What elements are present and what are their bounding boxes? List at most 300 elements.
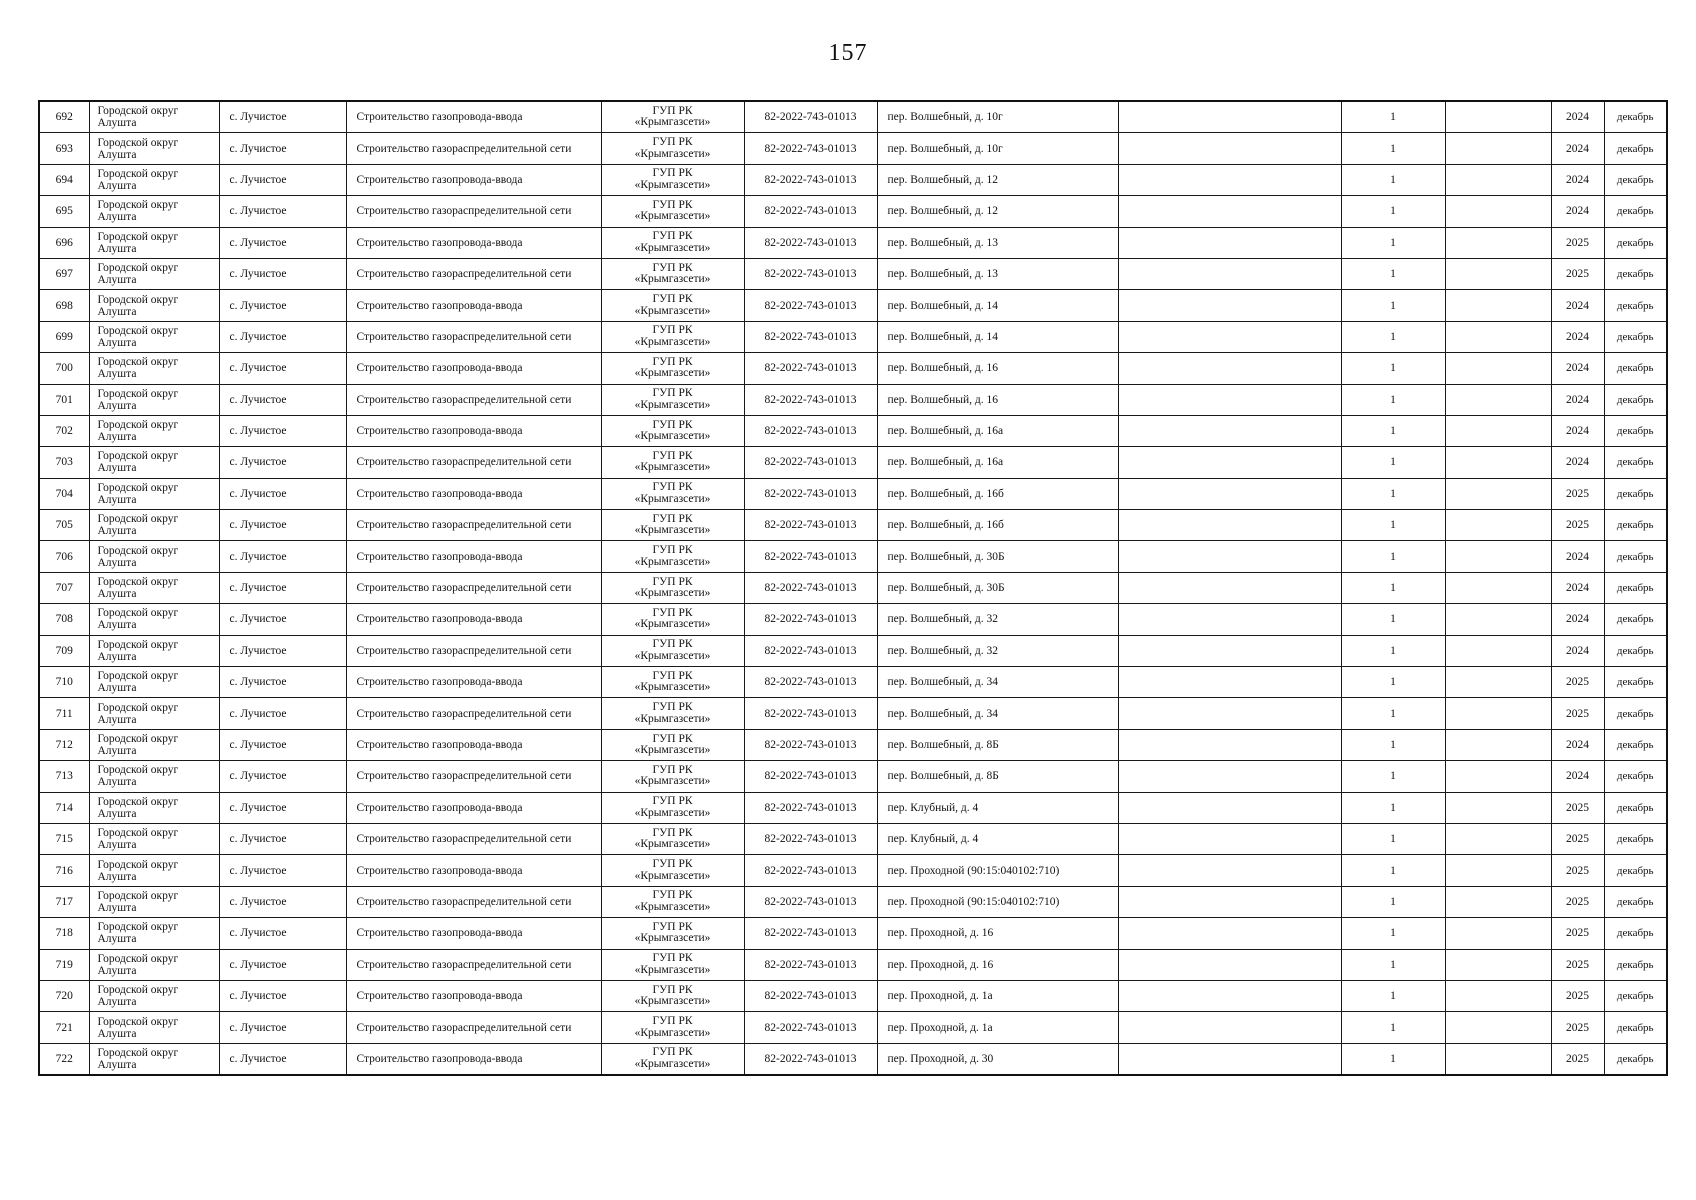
address-cell: пер. Волшебный, д. 30Б (877, 541, 1118, 572)
empty-cell-1 (1118, 572, 1341, 603)
month-cell: декабрь (1604, 196, 1667, 227)
settlement-cell: с. Лучистое (219, 321, 346, 352)
organization-cell (601, 353, 744, 384)
empty-cell-1 (1118, 667, 1341, 698)
organization-line-2: «Крымгазсети» (634, 744, 711, 756)
organization-cell (601, 949, 744, 980)
settlement-cell: с. Лучистое (219, 510, 346, 541)
month-cell: декабрь (1604, 698, 1667, 729)
table-body (39, 101, 1667, 1075)
program-code-cell: 82-2022-743-01013 (744, 1043, 877, 1075)
empty-cell-1 (1118, 604, 1341, 635)
year-cell: 2024 (1551, 164, 1604, 195)
work-type-cell: Строительство газопровода-ввода (346, 478, 601, 509)
organization-cell (601, 510, 744, 541)
row-number-cell: 717 (39, 886, 89, 917)
empty-cell-2 (1445, 101, 1551, 133)
organization-cell (601, 258, 744, 289)
quantity-cell: 1 (1341, 729, 1445, 760)
address-cell: пер. Волшебный, д. 32 (877, 635, 1118, 666)
work-type-cell: Строительство газораспределительной сети (346, 698, 601, 729)
address-cell: пер. Проходной (90:15:040102:710) (877, 855, 1118, 886)
empty-cell-2 (1445, 447, 1551, 478)
row-number-cell: 719 (39, 949, 89, 980)
district-cell: Городской округ Алушта (89, 1012, 219, 1043)
organization-line-1: ГУП РК (652, 198, 693, 211)
row-number-cell: 698 (39, 290, 89, 321)
month-cell: декабрь (1604, 761, 1667, 792)
table-row (39, 886, 1667, 917)
empty-cell-1 (1118, 447, 1341, 478)
table-row (39, 667, 1667, 698)
quantity-cell: 1 (1341, 133, 1445, 164)
empty-cell-2 (1445, 886, 1551, 917)
quantity-cell: 1 (1341, 698, 1445, 729)
organization-line-2: «Крымгазсети» (634, 273, 711, 286)
organization-line-2: «Крымгазсети» (634, 587, 711, 600)
organization-line-2: «Крымгазсети» (634, 775, 711, 788)
empty-cell-2 (1445, 667, 1551, 698)
program-code-cell: 82-2022-743-01013 (744, 478, 877, 509)
row-number-cell: 697 (39, 258, 89, 289)
address-cell: пер. Клубный, д. 4 (877, 823, 1118, 854)
address-cell: пер. Волшебный, д. 13 (877, 227, 1118, 258)
settlement-cell: с. Лучистое (219, 1043, 346, 1075)
month-cell: декабрь (1604, 980, 1667, 1011)
organization-cell (601, 321, 744, 352)
quantity-cell: 1 (1341, 761, 1445, 792)
row-number-cell: 720 (39, 980, 89, 1011)
work-type-cell: Строительство газораспределительной сети (346, 196, 601, 227)
organization-line-1: ГУП РК (652, 889, 693, 902)
quantity-cell: 1 (1341, 447, 1445, 478)
organization-line-1: ГУП РК (652, 795, 693, 808)
month-cell: декабрь (1604, 1043, 1667, 1075)
district-cell: Городской округ Алушта (89, 918, 219, 949)
empty-cell-2 (1445, 635, 1551, 666)
organization-cell (601, 164, 744, 195)
work-type-cell: Строительство газопровода-ввода (346, 729, 601, 760)
organization-cell (601, 227, 744, 258)
organization-line-1: ГУП РК (652, 1015, 693, 1028)
row-number-cell: 707 (39, 572, 89, 603)
month-cell: декабрь (1604, 164, 1667, 195)
work-type-cell: Строительство газораспределительной сети (346, 949, 601, 980)
settlement-cell: с. Лучистое (219, 792, 346, 823)
organization-cell (601, 855, 744, 886)
empty-cell-1 (1118, 729, 1341, 760)
organization-line-1: ГУП РК (652, 575, 693, 588)
work-type-cell: Строительство газопровода-ввода (346, 667, 601, 698)
work-type-cell: Строительство газораспределительной сети (346, 321, 601, 352)
table-row (39, 164, 1667, 195)
program-code-cell: 82-2022-743-01013 (744, 667, 877, 698)
address-cell: пер. Волшебный, д. 16б (877, 478, 1118, 509)
organization-line-1: ГУП РК (652, 418, 693, 431)
quantity-cell: 1 (1341, 164, 1445, 195)
organization-cell (601, 415, 744, 446)
quantity-cell: 1 (1341, 353, 1445, 384)
address-cell: пер. Волшебный, д. 16 (877, 384, 1118, 415)
row-number-cell: 712 (39, 729, 89, 760)
year-cell: 2024 (1551, 761, 1604, 792)
empty-cell-1 (1118, 164, 1341, 195)
program-code-cell: 82-2022-743-01013 (744, 258, 877, 289)
data-table (38, 100, 1668, 1076)
empty-cell-1 (1118, 918, 1341, 949)
row-number-cell: 696 (39, 227, 89, 258)
address-cell: пер. Проходной (90:15:040102:710) (877, 886, 1118, 917)
organization-line-1: ГУП РК (652, 324, 693, 337)
district-cell: Городской округ Алушта (89, 604, 219, 635)
work-type-cell: Строительство газораспределительной сети (346, 761, 601, 792)
year-cell: 2024 (1551, 541, 1604, 572)
row-number-cell: 710 (39, 667, 89, 698)
settlement-cell: с. Лучистое (219, 415, 346, 446)
program-code-cell: 82-2022-743-01013 (744, 415, 877, 446)
organization-line-1: ГУП РК (652, 230, 693, 243)
month-cell: декабрь (1604, 918, 1667, 949)
settlement-cell: с. Лучистое (219, 918, 346, 949)
organization-line-2: «Крымгазсети» (634, 932, 711, 945)
month-cell: декабрь (1604, 729, 1667, 760)
table-row (39, 290, 1667, 321)
organization-cell (601, 698, 744, 729)
work-type-cell: Строительство газораспределительной сети (346, 823, 601, 854)
empty-cell-1 (1118, 196, 1341, 227)
work-type-cell: Строительство газопровода-ввода (346, 290, 601, 321)
program-code-cell: 82-2022-743-01013 (744, 886, 877, 917)
district-cell: Городской округ Алушта (89, 792, 219, 823)
empty-cell-1 (1118, 886, 1341, 917)
organization-line-2: «Крымгазсети» (634, 869, 711, 882)
quantity-cell: 1 (1341, 290, 1445, 321)
quantity-cell: 1 (1341, 415, 1445, 446)
empty-cell-1 (1118, 478, 1341, 509)
district-cell: Городской округ Алушта (89, 541, 219, 572)
program-code-cell: 82-2022-743-01013 (744, 353, 877, 384)
empty-cell-2 (1445, 572, 1551, 603)
address-cell: пер. Волшебный, д. 10г (877, 133, 1118, 164)
table-row (39, 133, 1667, 164)
empty-cell-1 (1118, 541, 1341, 572)
empty-cell-2 (1445, 698, 1551, 729)
empty-cell-2 (1445, 321, 1551, 352)
organization-cell (601, 541, 744, 572)
month-cell: декабрь (1604, 792, 1667, 823)
settlement-cell: с. Лучистое (219, 258, 346, 289)
organization-line-2: «Крымгазсети» (634, 712, 711, 725)
empty-cell-1 (1118, 635, 1341, 666)
organization-line-2: «Крымгазсети» (634, 618, 711, 631)
settlement-cell: с. Лучистое (219, 101, 346, 133)
address-cell: пер. Волшебный, д. 8Б (877, 729, 1118, 760)
row-number-cell: 716 (39, 855, 89, 886)
organization-cell (601, 133, 744, 164)
organization-line-2: «Крымгазсети» (634, 995, 711, 1008)
year-cell: 2025 (1551, 918, 1604, 949)
row-number-cell: 721 (39, 1012, 89, 1043)
quantity-cell: 1 (1341, 792, 1445, 823)
table-row (39, 258, 1667, 289)
organization-line-1: ГУП РК (652, 669, 693, 682)
row-number-cell: 699 (39, 321, 89, 352)
district-cell: Городской округ Алушта (89, 729, 219, 760)
month-cell: декабрь (1604, 949, 1667, 980)
quantity-cell: 1 (1341, 572, 1445, 603)
organization-cell (601, 1043, 744, 1075)
month-cell: декабрь (1604, 415, 1667, 446)
settlement-cell: с. Лучистое (219, 1012, 346, 1043)
organization-line-2: «Крымгазсети» (634, 430, 711, 443)
table-row (39, 855, 1667, 886)
program-code-cell: 82-2022-743-01013 (744, 823, 877, 854)
year-cell: 2025 (1551, 510, 1604, 541)
program-code-cell: 82-2022-743-01013 (744, 792, 877, 823)
work-type-cell: Строительство газопровода-ввода (346, 792, 601, 823)
work-type-cell: Строительство газопровода-ввода (346, 1043, 601, 1075)
organization-cell (601, 101, 744, 133)
month-cell: декабрь (1604, 667, 1667, 698)
address-cell: пер. Волшебный, д. 30Б (877, 572, 1118, 603)
address-cell: пер. Волшебный, д. 14 (877, 321, 1118, 352)
district-cell: Городской округ Алушта (89, 510, 219, 541)
organization-cell (601, 604, 744, 635)
year-cell: 2025 (1551, 886, 1604, 917)
organization-line-1: ГУП РК (652, 387, 693, 400)
work-type-cell: Строительство газопровода-ввода (346, 604, 601, 635)
district-cell: Городской округ Алушта (89, 478, 219, 509)
quantity-cell: 1 (1341, 258, 1445, 289)
quantity-cell: 1 (1341, 1043, 1445, 1075)
district-cell: Городской округ Алушта (89, 227, 219, 258)
year-cell: 2025 (1551, 667, 1604, 698)
quantity-cell: 1 (1341, 227, 1445, 258)
table-row (39, 510, 1667, 541)
organization-line-1: ГУП РК (652, 732, 693, 745)
row-number-cell: 718 (39, 918, 89, 949)
work-type-cell: Строительство газораспределительной сети (346, 510, 601, 541)
address-cell: пер. Волшебный, д. 10г (877, 101, 1118, 133)
table-row (39, 196, 1667, 227)
row-number-cell: 709 (39, 635, 89, 666)
settlement-cell: с. Лучистое (219, 729, 346, 760)
organization-line-1: ГУП РК (652, 261, 693, 274)
empty-cell-1 (1118, 321, 1341, 352)
month-cell: декабрь (1604, 478, 1667, 509)
settlement-cell: с. Лучистое (219, 541, 346, 572)
quantity-cell: 1 (1341, 510, 1445, 541)
organization-cell (601, 667, 744, 698)
data-table-container (38, 100, 1666, 1076)
row-number-cell: 722 (39, 1043, 89, 1075)
address-cell: пер. Проходной, д. 30 (877, 1043, 1118, 1075)
organization-line-1: ГУП РК (652, 355, 693, 368)
empty-cell-2 (1445, 290, 1551, 321)
year-cell: 2024 (1551, 415, 1604, 446)
organization-line-2: «Крымгазсети» (634, 461, 711, 474)
empty-cell-1 (1118, 823, 1341, 854)
address-cell: пер. Волшебный, д. 16б (877, 510, 1118, 541)
year-cell: 2025 (1551, 227, 1604, 258)
row-number-cell: 702 (39, 415, 89, 446)
settlement-cell: с. Лучистое (219, 604, 346, 635)
empty-cell-1 (1118, 133, 1341, 164)
empty-cell-2 (1445, 823, 1551, 854)
empty-cell-1 (1118, 1012, 1341, 1043)
district-cell: Городской округ Алушта (89, 572, 219, 603)
organization-line-2: «Крымгазсети» (634, 649, 711, 662)
work-type-cell: Строительство газораспределительной сети (346, 258, 601, 289)
address-cell: пер. Проходной, д. 16 (877, 918, 1118, 949)
settlement-cell: с. Лучистое (219, 698, 346, 729)
work-type-cell: Строительство газопровода-ввода (346, 918, 601, 949)
program-code-cell: 82-2022-743-01013 (744, 321, 877, 352)
organization-cell (601, 980, 744, 1011)
table-row (39, 101, 1667, 133)
table-row (39, 321, 1667, 352)
empty-cell-2 (1445, 478, 1551, 509)
organization-cell (601, 792, 744, 823)
organization-line-2: «Крымгазсети» (634, 398, 711, 411)
year-cell: 2024 (1551, 384, 1604, 415)
district-cell: Городской округ Алушта (89, 761, 219, 792)
row-number-cell: 693 (39, 133, 89, 164)
settlement-cell: с. Лучистое (219, 667, 346, 698)
row-number-cell: 695 (39, 196, 89, 227)
organization-cell (601, 572, 744, 603)
work-type-cell: Строительство газораспределительной сети (346, 133, 601, 164)
empty-cell-2 (1445, 729, 1551, 760)
organization-line-2: «Крымгазсети» (634, 838, 711, 851)
settlement-cell: с. Лучистое (219, 290, 346, 321)
settlement-cell: с. Лучистое (219, 164, 346, 195)
district-cell: Городской округ Алушта (89, 196, 219, 227)
empty-cell-2 (1445, 918, 1551, 949)
organization-line-1: ГУП РК (652, 983, 693, 996)
organization-cell (601, 447, 744, 478)
year-cell: 2025 (1551, 478, 1604, 509)
settlement-cell: с. Лучистое (219, 133, 346, 164)
district-cell: Городской округ Алушта (89, 447, 219, 478)
empty-cell-2 (1445, 792, 1551, 823)
quantity-cell: 1 (1341, 855, 1445, 886)
quantity-cell: 1 (1341, 196, 1445, 227)
address-cell: пер. Волшебный, д. 32 (877, 604, 1118, 635)
program-code-cell: 82-2022-743-01013 (744, 541, 877, 572)
year-cell: 2024 (1551, 353, 1604, 384)
address-cell: пер. Волшебный, д. 13 (877, 258, 1118, 289)
program-code-cell: 82-2022-743-01013 (744, 1012, 877, 1043)
organization-line-1: ГУП РК (652, 136, 693, 149)
table-row (39, 698, 1667, 729)
program-code-cell: 82-2022-743-01013 (744, 196, 877, 227)
organization-line-2: «Крымгазсети» (634, 1057, 711, 1070)
month-cell: декабрь (1604, 541, 1667, 572)
program-code-cell: 82-2022-743-01013 (744, 101, 877, 133)
month-cell: декабрь (1604, 227, 1667, 258)
quantity-cell: 1 (1341, 667, 1445, 698)
organization-line-2: «Крымгазсети» (634, 900, 711, 913)
table-row (39, 761, 1667, 792)
program-code-cell: 82-2022-743-01013 (744, 133, 877, 164)
work-type-cell: Строительство газопровода-ввода (346, 353, 601, 384)
settlement-cell: с. Лучистое (219, 761, 346, 792)
program-code-cell: 82-2022-743-01013 (744, 604, 877, 635)
empty-cell-1 (1118, 415, 1341, 446)
program-code-cell: 82-2022-743-01013 (744, 572, 877, 603)
district-cell: Городской округ Алушта (89, 635, 219, 666)
organization-line-2: «Крымгазсети» (634, 963, 711, 976)
month-cell: декабрь (1604, 823, 1667, 854)
year-cell: 2024 (1551, 447, 1604, 478)
program-code-cell: 82-2022-743-01013 (744, 761, 877, 792)
empty-cell-2 (1445, 164, 1551, 195)
empty-cell-1 (1118, 698, 1341, 729)
settlement-cell: с. Лучистое (219, 447, 346, 478)
empty-cell-1 (1118, 101, 1341, 133)
organization-cell (601, 918, 744, 949)
organization-line-1: ГУП РК (652, 826, 693, 839)
work-type-cell: Строительство газопровода-ввода (346, 101, 601, 133)
organization-line-2: «Крымгазсети» (634, 1026, 711, 1039)
year-cell: 2025 (1551, 980, 1604, 1011)
table-row (39, 980, 1667, 1011)
program-code-cell: 82-2022-743-01013 (744, 635, 877, 666)
quantity-cell: 1 (1341, 635, 1445, 666)
year-cell: 2024 (1551, 635, 1604, 666)
month-cell: декабрь (1604, 101, 1667, 133)
empty-cell-2 (1445, 510, 1551, 541)
quantity-cell: 1 (1341, 321, 1445, 352)
row-number-cell: 692 (39, 101, 89, 133)
work-type-cell: Строительство газопровода-ввода (346, 164, 601, 195)
organization-line-2: «Крымгазсети» (634, 210, 711, 223)
work-type-cell: Строительство газораспределительной сети (346, 384, 601, 415)
program-code-cell: 82-2022-743-01013 (744, 510, 877, 541)
month-cell: декабрь (1604, 855, 1667, 886)
organization-line-2: «Крымгазсети» (634, 492, 711, 505)
organization-line-2: «Крымгазсети» (634, 367, 711, 380)
empty-cell-1 (1118, 949, 1341, 980)
address-cell: пер. Волшебный, д. 16а (877, 447, 1118, 478)
organization-line-2: «Крымгазсети» (634, 241, 711, 254)
program-code-cell: 82-2022-743-01013 (744, 164, 877, 195)
month-cell: декабрь (1604, 290, 1667, 321)
year-cell: 2025 (1551, 1043, 1604, 1075)
organization-line-1: ГУП РК (652, 449, 693, 462)
row-number-cell: 714 (39, 792, 89, 823)
organization-cell (601, 635, 744, 666)
table-row (39, 1043, 1667, 1075)
year-cell: 2024 (1551, 321, 1604, 352)
empty-cell-2 (1445, 133, 1551, 164)
table-row (39, 541, 1667, 572)
settlement-cell: с. Лучистое (219, 572, 346, 603)
settlement-cell: с. Лучистое (219, 886, 346, 917)
empty-cell-1 (1118, 258, 1341, 289)
settlement-cell: с. Лучистое (219, 478, 346, 509)
program-code-cell: 82-2022-743-01013 (744, 980, 877, 1011)
empty-cell-1 (1118, 1043, 1341, 1075)
month-cell: декабрь (1604, 886, 1667, 917)
year-cell: 2024 (1551, 729, 1604, 760)
district-cell: Городской округ Алушта (89, 823, 219, 854)
settlement-cell: с. Лучистое (219, 384, 346, 415)
settlement-cell: с. Лучистое (219, 227, 346, 258)
address-cell: пер. Волшебный, д. 12 (877, 164, 1118, 195)
address-cell: пер. Волшебный, д. 34 (877, 698, 1118, 729)
